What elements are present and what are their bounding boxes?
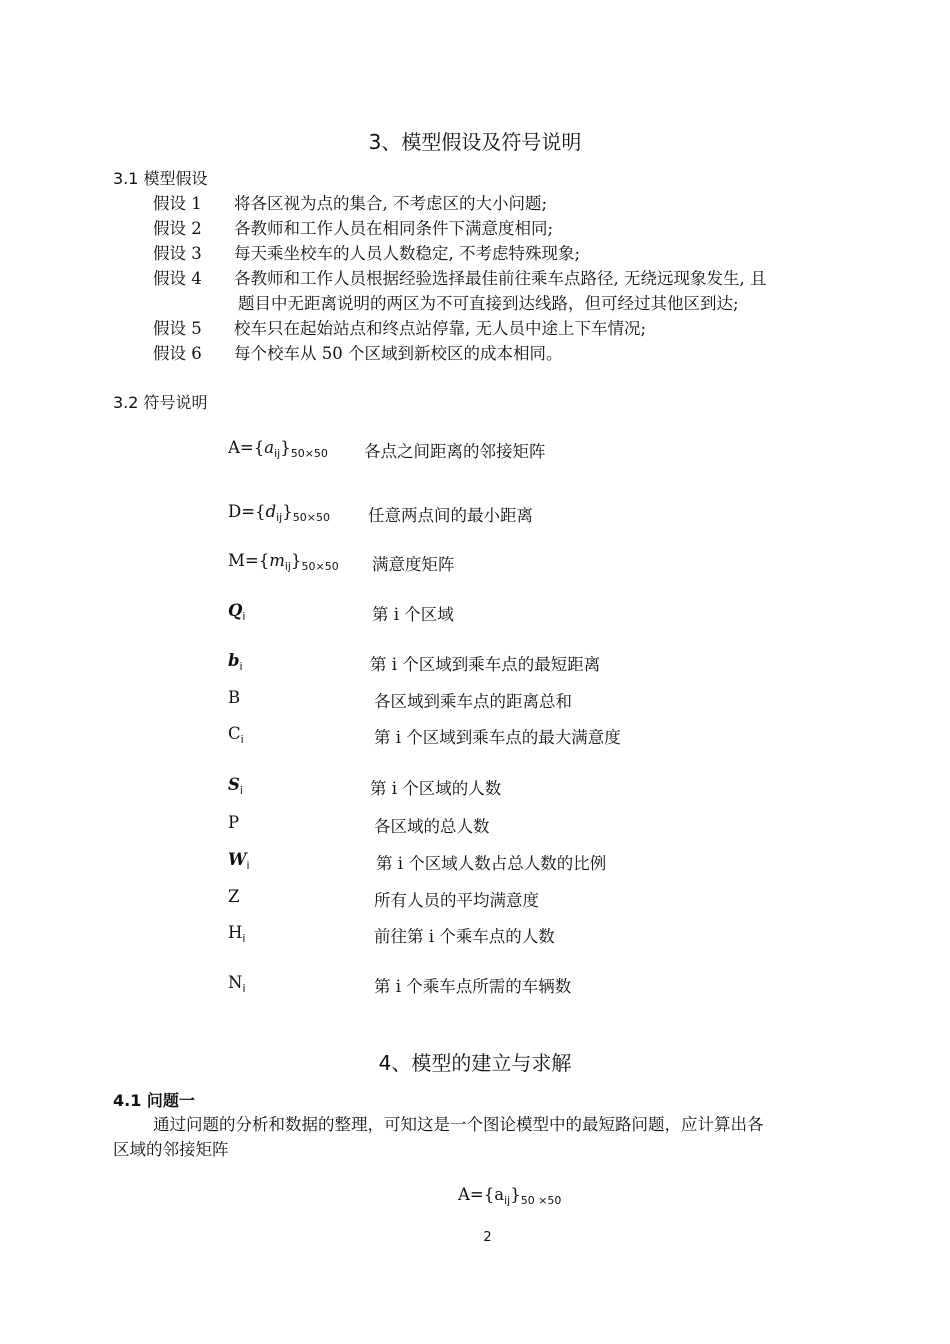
symbol-notation bbox=[228, 923, 245, 945]
symbol-notation bbox=[228, 775, 243, 797]
formula-adjacency bbox=[458, 1185, 561, 1207]
symbol-brace: } bbox=[282, 502, 293, 521]
symbol-subscript: i bbox=[239, 660, 243, 673]
symbol-notation bbox=[228, 651, 243, 673]
symbol-subscript: i bbox=[246, 859, 250, 872]
section-4-1-title: 4.1 问题一 bbox=[113, 1091, 195, 1110]
symbol-variable: b bbox=[228, 651, 240, 670]
symbol-prefix: M={ bbox=[228, 551, 270, 570]
formula-main: A={a bbox=[458, 1185, 505, 1204]
symbol-subscript: ij bbox=[284, 560, 291, 573]
symbol-notation bbox=[228, 502, 330, 524]
symbol-dimension: 50×50 bbox=[301, 560, 339, 573]
paragraph-line: 区域的邻接矩阵 bbox=[113, 1140, 229, 1159]
formula-brace: } bbox=[510, 1185, 521, 1204]
symbol-brace: } bbox=[291, 551, 302, 570]
symbol-subscript: i bbox=[239, 784, 243, 797]
symbol-notation bbox=[228, 601, 245, 623]
symbol-notation bbox=[228, 887, 239, 906]
symbol-variable: a bbox=[264, 438, 275, 457]
symbol-description: 各区域的总人数 bbox=[374, 817, 490, 836]
symbol-dimension: 50×50 bbox=[292, 511, 330, 524]
assumption-label: 假设 4 bbox=[153, 269, 202, 288]
section-3-1-title: 3.1 模型假设 bbox=[113, 169, 208, 188]
symbol-prefix: N bbox=[228, 973, 243, 992]
section-3-2-title: 3.2 符号说明 bbox=[113, 393, 208, 412]
symbol-description: 第 i 个乘车点所需的车辆数 bbox=[374, 977, 572, 996]
symbol-variable: W bbox=[228, 850, 247, 869]
assumption-label: 假设 3 bbox=[153, 244, 202, 263]
symbol-description: 所有人员的平均满意度 bbox=[374, 891, 539, 910]
symbol-description: 各区域到乘车点的距离总和 bbox=[374, 692, 572, 711]
formula-subscript: ij bbox=[504, 1194, 511, 1207]
symbol-description: 满意度矩阵 bbox=[372, 555, 455, 574]
symbol-brace: } bbox=[280, 438, 291, 457]
symbol-prefix: P bbox=[228, 813, 240, 832]
symbol-description: 第 i 个区域 bbox=[372, 605, 454, 624]
assumption-text: 每个校车从 50 个区域到新校区的成本相同。 bbox=[234, 344, 563, 363]
symbol-notation bbox=[228, 850, 250, 872]
symbol-variable: Q bbox=[228, 601, 243, 620]
symbol-prefix: B bbox=[228, 688, 241, 707]
symbol-subscript: i bbox=[242, 932, 246, 945]
assumption-label: 假设 6 bbox=[153, 344, 202, 363]
assumption-text: 每天乘坐校车的人员人数稳定, 不考虑特殊现象; bbox=[234, 244, 581, 263]
assumption-text: 各教师和工作人员在相同条件下满意度相同; bbox=[234, 219, 554, 238]
assumption-text: 各教师和工作人员根据经验选择最佳前往乘车点路径, 无绕远现象发生, 且 bbox=[234, 269, 767, 288]
formula-dimension: 50 ×50 bbox=[520, 1194, 562, 1207]
section-4-title: 4、模型的建立与求解 bbox=[378, 1051, 572, 1075]
symbol-variable: m bbox=[269, 551, 285, 570]
symbol-prefix: A={ bbox=[228, 438, 265, 457]
symbol-notation bbox=[228, 724, 244, 746]
symbol-notation bbox=[228, 973, 246, 995]
symbol-subscript: i bbox=[242, 982, 246, 995]
symbol-subscript: ij bbox=[276, 511, 283, 524]
symbol-prefix: C bbox=[228, 724, 241, 743]
page-number: 2 bbox=[483, 1230, 492, 1245]
symbol-description: 第 i 个区域的人数 bbox=[370, 779, 502, 798]
symbol-dimension: 50×50 bbox=[290, 447, 328, 460]
symbol-prefix: H bbox=[228, 923, 243, 942]
symbol-notation bbox=[228, 438, 328, 460]
symbol-notation bbox=[228, 688, 240, 707]
symbol-description: 第 i 个区域到乘车点的最短距离 bbox=[370, 655, 601, 674]
assumption-text: 校车只在起始站点和终点站停靠, 无人员中途上下车情况; bbox=[234, 319, 647, 338]
assumption-label: 假设 1 bbox=[153, 194, 202, 213]
symbol-description: 前往第 i 个乘车点的人数 bbox=[374, 927, 555, 946]
symbol-notation bbox=[228, 813, 239, 832]
symbol-description: 各点之间距离的邻接矩阵 bbox=[364, 442, 546, 461]
symbol-subscript: i bbox=[242, 610, 246, 623]
assumption-text: 题目中无距离说明的两区为不可直接到达线路，但可经过其他区到达; bbox=[238, 294, 739, 313]
assumption-text: 将各区视为点的集合, 不考虑区的大小问题; bbox=[234, 194, 548, 213]
paragraph-line: 通过问题的分析和数据的整理，可知这是一个图论模型中的最短路问题，应计算出各 bbox=[153, 1115, 764, 1134]
symbol-subscript: i bbox=[240, 733, 244, 746]
section-3-title: 3、模型假设及符号说明 bbox=[368, 130, 582, 154]
symbol-variable: d bbox=[265, 502, 277, 521]
symbol-prefix: Z bbox=[228, 887, 240, 906]
symbol-subscript: ij bbox=[274, 447, 281, 460]
symbol-variable: S bbox=[228, 775, 240, 794]
symbol-description: 第 i 个区域到乘车点的最大满意度 bbox=[374, 728, 621, 747]
symbol-notation bbox=[228, 551, 339, 573]
symbol-description: 任意两点间的最小距离 bbox=[368, 506, 533, 525]
assumption-label: 假设 2 bbox=[153, 219, 202, 238]
assumption-label: 假设 5 bbox=[153, 319, 202, 338]
symbol-description: 第 i 个区域人数占总人数的比例 bbox=[376, 854, 607, 873]
symbol-prefix: D={ bbox=[228, 502, 266, 521]
